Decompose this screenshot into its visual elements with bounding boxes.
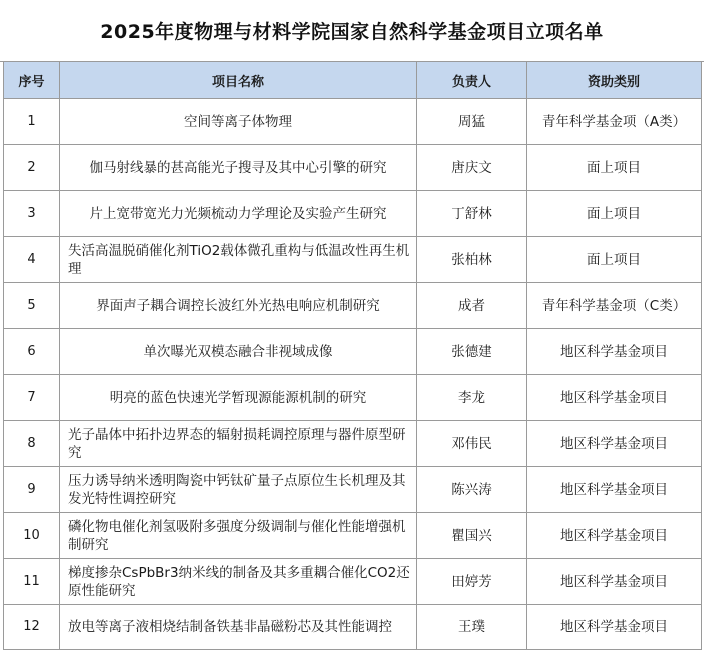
- cell-type[interactable]: 地区科学基金项目: [527, 467, 702, 513]
- cell-no[interactable]: 12: [4, 605, 60, 650]
- cell-type[interactable]: 面上项目: [527, 145, 702, 191]
- cell-no[interactable]: 4: [4, 237, 60, 283]
- cell-no[interactable]: 3: [4, 191, 60, 237]
- project-table: [3, 61, 702, 650]
- cell-name[interactable]: 伽马射线暴的甚高能光子搜寻及其中心引擎的研究: [60, 145, 417, 191]
- table-row: [4, 375, 702, 421]
- column-header-no[interactable]: 序号: [4, 62, 60, 99]
- cell-name[interactable]: 失活高温脱硝催化剂TiO2载体微孔重构与低温改性再生机理: [60, 237, 417, 283]
- table-row: [4, 421, 702, 467]
- table-row: [4, 283, 702, 329]
- table-row: [4, 191, 702, 237]
- cell-leader[interactable]: 瞿国兴: [417, 513, 527, 559]
- cell-type[interactable]: 地区科学基金项目: [527, 513, 702, 559]
- cell-leader[interactable]: 唐庆文: [417, 145, 527, 191]
- cell-no[interactable]: 10: [4, 513, 60, 559]
- cell-type[interactable]: 面上项目: [527, 191, 702, 237]
- cell-type[interactable]: 青年科学基金项（C类）: [527, 283, 702, 329]
- cell-leader[interactable]: 邓伟民: [417, 421, 527, 467]
- cell-type[interactable]: 地区科学基金项目: [527, 329, 702, 375]
- column-header-leader[interactable]: 负责人: [417, 62, 527, 99]
- column-header-name[interactable]: 项目名称: [60, 62, 417, 99]
- cell-name[interactable]: 片上宽带宽光力光频梳动力学理论及实验产生研究: [60, 191, 417, 237]
- cell-type[interactable]: 地区科学基金项目: [527, 605, 702, 650]
- table-row: [4, 145, 702, 191]
- table-row: [4, 329, 702, 375]
- cell-name[interactable]: 明亮的蓝色快速光学暂现源能源机制的研究: [60, 375, 417, 421]
- cell-no[interactable]: 6: [4, 329, 60, 375]
- cell-no[interactable]: 9: [4, 467, 60, 513]
- table-row: [4, 513, 702, 559]
- cell-no[interactable]: 7: [4, 375, 60, 421]
- cell-no[interactable]: 2: [4, 145, 60, 191]
- cell-no[interactable]: 11: [4, 559, 60, 605]
- cell-leader[interactable]: 李龙: [417, 375, 527, 421]
- table-row: [4, 467, 702, 513]
- cell-type[interactable]: 地区科学基金项目: [527, 421, 702, 467]
- cell-name[interactable]: 压力诱导纳米透明陶瓷中钙钛矿量子点原位生长机理及其发光特性调控研究: [60, 467, 417, 513]
- cell-no[interactable]: 8: [4, 421, 60, 467]
- cell-leader[interactable]: 田婷芳: [417, 559, 527, 605]
- cell-type[interactable]: 地区科学基金项目: [527, 559, 702, 605]
- cell-type[interactable]: 青年科学基金项（A类）: [527, 99, 702, 145]
- cell-no[interactable]: 1: [4, 99, 60, 145]
- cell-leader[interactable]: 张德建: [417, 329, 527, 375]
- sheet-title: 2025年度物理与材料学院国家自然科学基金项目立项名单: [0, 0, 704, 62]
- cell-name[interactable]: 光子晶体中拓扑边界态的辐射损耗调控原理与器件原型研究: [60, 421, 417, 467]
- cell-name[interactable]: 放电等离子液相烧结制备铁基非晶磁粉芯及其性能调控: [60, 605, 417, 650]
- cell-leader[interactable]: 陈兴涛: [417, 467, 527, 513]
- table-row: [4, 605, 702, 650]
- cell-type[interactable]: 地区科学基金项目: [527, 375, 702, 421]
- table-row: [4, 99, 702, 145]
- cell-name[interactable]: 空间等离子体物理: [60, 99, 417, 145]
- header-row: [4, 62, 702, 99]
- cell-leader[interactable]: 张柏林: [417, 237, 527, 283]
- cell-name[interactable]: 单次曝光双模态融合非视域成像: [60, 329, 417, 375]
- cell-no[interactable]: 5: [4, 283, 60, 329]
- column-header-type[interactable]: 资助类别: [527, 62, 702, 99]
- cell-leader[interactable]: 周猛: [417, 99, 527, 145]
- cell-type[interactable]: 面上项目: [527, 237, 702, 283]
- cell-leader[interactable]: 成者: [417, 283, 527, 329]
- cell-leader[interactable]: 丁舒林: [417, 191, 527, 237]
- table-row: [4, 559, 702, 605]
- cell-name[interactable]: 磷化物电催化剂氢吸附多强度分级调制与催化性能增强机制研究: [60, 513, 417, 559]
- cell-name[interactable]: 界面声子耦合调控长波红外光热电响应机制研究: [60, 283, 417, 329]
- cell-name[interactable]: 梯度掺杂CsPbBr3纳米线的制备及其多重耦合催化CO2还原性能研究: [60, 559, 417, 605]
- cell-leader[interactable]: 王璞: [417, 605, 527, 650]
- table-row: [4, 237, 702, 283]
